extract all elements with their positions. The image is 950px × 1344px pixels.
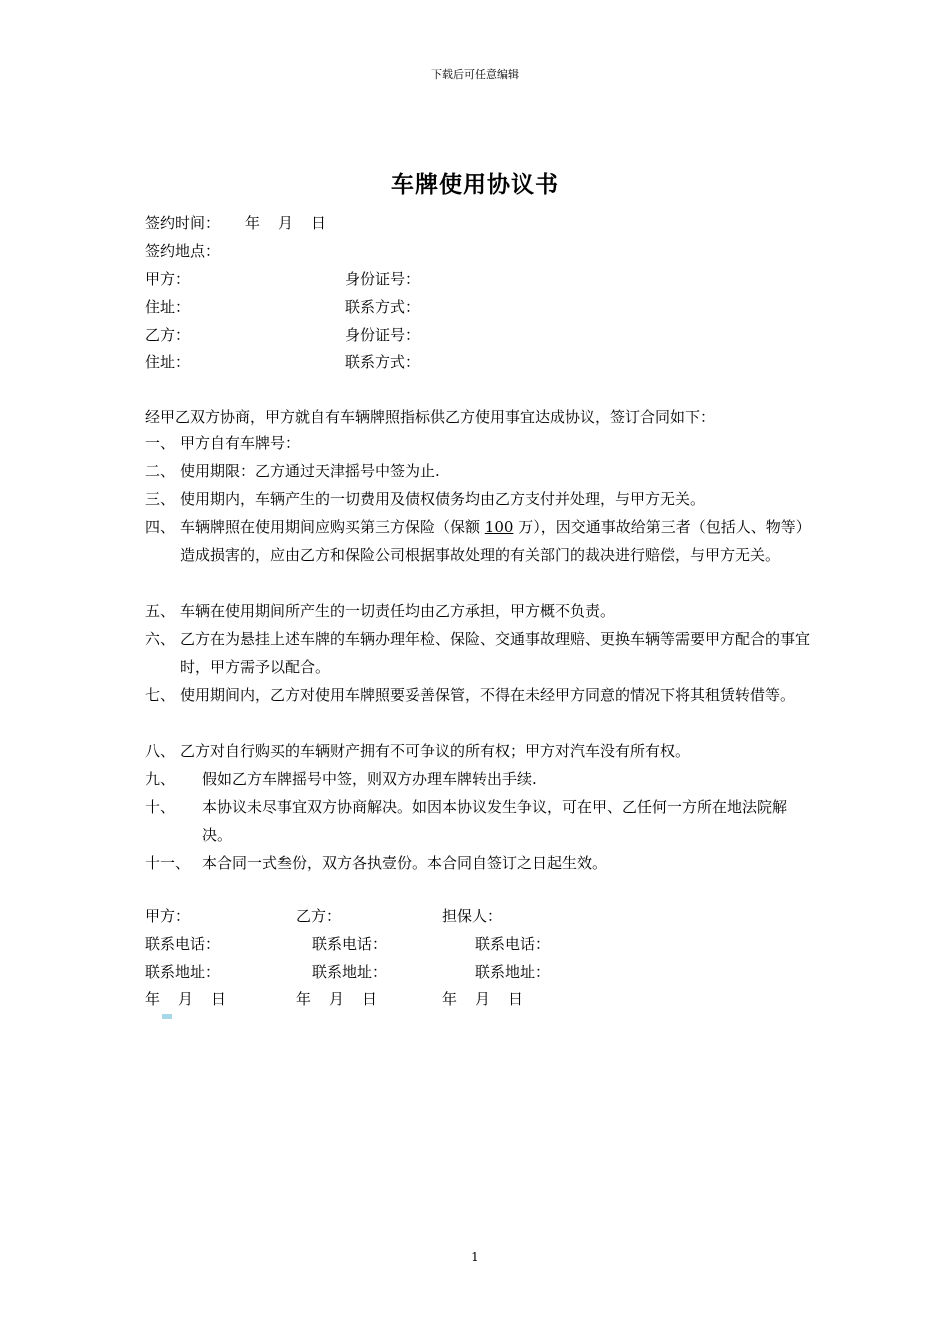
document-title: 车牌使用协议书 <box>391 171 559 198</box>
page-header: 下载后可任意编辑 <box>431 68 519 81</box>
party-a-label: 甲方： <box>145 270 191 288</box>
clause-text: 使用期限：乙方通过天津摇号中签为止. <box>180 462 440 480</box>
sig-party-b-date <box>296 989 377 1009</box>
page-number: 1 <box>471 1250 479 1264</box>
clause-4-text-b: 万），因交通事故给第三者（包括人、物等）造成损害的，应由乙方和保险公司根据事故处理的有关部门的裁决进行赔偿，与甲方无关。 <box>180 518 804 564</box>
clause-number: 六、 <box>145 630 176 648</box>
clause-text: 车辆在使用期间所产生的一切责任均由乙方承担，甲方概不负责。 <box>180 602 616 620</box>
party-b-address-label: 住址： <box>145 353 191 371</box>
insurance-amount: 100 <box>484 518 514 536</box>
sign-place-label: 签约地点： <box>145 242 221 260</box>
intro-paragraph: 经甲乙双方协商，甲方就自有车辆牌照指标供乙方使用事宜达成协议，签订合同如下： <box>145 408 716 426</box>
clause-text: 假如乙方车牌摇号中签，则双方办理车牌转出手续. <box>202 770 537 788</box>
sig-party-b-phone: 联系电话： <box>312 935 388 953</box>
sig-guarantor-phone: 联系电话： <box>475 935 551 953</box>
sig-year: 年 <box>145 990 161 1008</box>
clause-7 <box>145 681 810 709</box>
clause-number: 十一、 <box>145 854 191 872</box>
party-a-address-label: 住址： <box>145 298 191 316</box>
sig-day: 日 <box>211 990 227 1008</box>
clause-2 <box>145 457 810 485</box>
sig-guarantor-address: 联系地址： <box>475 963 551 981</box>
clause-number: 二、 <box>145 462 176 480</box>
clause-text: 使用期间内，乙方对使用车牌照要妥善保管，不得在未经甲方同意的情况下将其租赁转借等。 <box>180 686 796 704</box>
clause-11 <box>145 849 810 877</box>
party-a-id-label: 身份证号： <box>345 270 421 288</box>
clause-6 <box>145 625 810 681</box>
sig-day: 日 <box>508 990 524 1008</box>
clause-text: 乙方对自行购买的车辆财产拥有不可争议的所有权；甲方对汽车没有所有权。 <box>180 742 691 760</box>
sig-party-a-date <box>145 989 226 1009</box>
clause-5 <box>145 597 810 625</box>
sig-month: 月 <box>178 990 194 1008</box>
clause-text <box>145 513 810 569</box>
sign-day: 日 <box>311 214 327 232</box>
sig-year: 年 <box>442 990 458 1008</box>
clause-text: 甲方自有车牌号： <box>180 434 301 452</box>
sig-party-b-address: 联系地址： <box>312 963 388 981</box>
clause-9 <box>145 765 810 793</box>
clause-8 <box>145 737 810 765</box>
clause-text: 乙方在为悬挂上述车牌的车辆办理年检、保险、交通事故理赔、更换车辆等需要甲方配合的事宜时，甲方需予以配合。 <box>180 630 811 676</box>
sig-party-a-phone: 联系电话： <box>145 935 221 953</box>
clause-3 <box>145 485 810 513</box>
sig-party-a-label: 甲方： <box>145 907 191 925</box>
sig-month: 月 <box>329 990 345 1008</box>
sign-time-label: 签约时间： <box>145 214 221 232</box>
party-b-label: 乙方： <box>145 326 191 344</box>
party-b-id-label: 身份证号： <box>345 326 421 344</box>
clause-4 <box>145 513 810 569</box>
clause-number: 五、 <box>145 602 176 620</box>
sign-month: 月 <box>278 214 294 232</box>
party-a-contact-label: 联系方式： <box>345 298 421 316</box>
sig-year: 年 <box>296 990 312 1008</box>
clause-text: 本合同一式叁份，双方各执壹份。本合同自签订之日起生效。 <box>202 854 608 872</box>
sig-party-a-address: 联系地址： <box>145 963 221 981</box>
sig-party-b-label: 乙方： <box>296 907 342 925</box>
clause-number: 七、 <box>145 686 176 704</box>
clause-number: 十、 <box>145 798 176 816</box>
clause-number: 八、 <box>145 742 176 760</box>
sig-month: 月 <box>475 990 491 1008</box>
highlight-mark <box>162 1014 172 1019</box>
clause-number: 一、 <box>145 434 176 452</box>
party-b-contact-label: 联系方式： <box>345 353 421 371</box>
sign-time-line <box>145 213 326 233</box>
sig-day: 日 <box>362 990 378 1008</box>
clause-4-text-a: 车辆牌照在使用期间应购买第三方保险（保额 <box>180 518 485 536</box>
clause-text: 使用期内，车辆产生的一切费用及债权债务均由乙方支付并处理，与甲方无关。 <box>180 490 706 508</box>
clause-text: 本协议未尽事宜双方协商解决。如因本协议发生争议，可在甲、乙任何一方所在地法院解决。 <box>202 798 788 844</box>
sig-guarantor-date <box>442 989 523 1009</box>
sign-year: 年 <box>245 214 261 232</box>
clause-1 <box>145 429 810 457</box>
sig-guarantor-label: 担保人： <box>442 907 503 925</box>
clause-number: 四、 <box>145 518 176 536</box>
clause-10 <box>145 793 810 849</box>
clause-number: 三、 <box>145 490 176 508</box>
clause-number: 九、 <box>145 770 176 788</box>
